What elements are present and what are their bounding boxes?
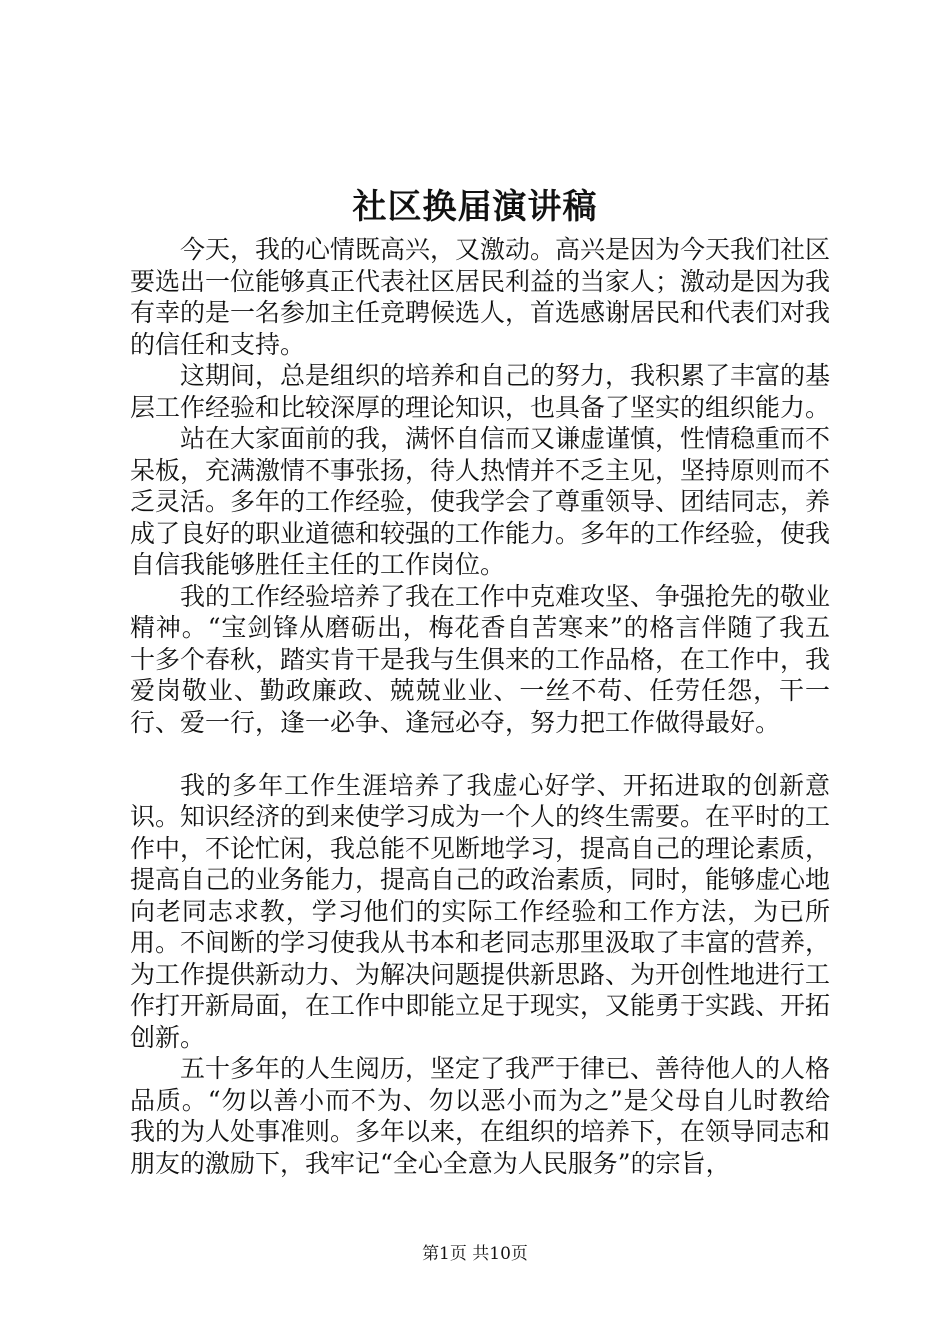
paragraph-work-spirit: 我的工作经验培养了我在工作中克难攻坚、争强抢先的敬业精神。“宝剑锋从磨砺出，梅花香自苦寒来”的格言伴随了我五十多个春秋，踏实肯干是我与生俱来的工作品格，在工作中，我爱岗敬业、勤政廉政、兢兢业业、一丝不苟、任劳任怨，干一行、爱一行，逢一必争、逢冠必夺，努力把工作做得最好。 — [130, 581, 831, 737]
paragraph-learning: 我的多年工作生涯培养了我虚心好学、开拓进取的创新意识。知识经济的到来使学习成为一个人的终生需要。在平时的工作中，不论忙闲，我总能不见断地学习，提高自己的理论素质，提高自己的业务能力，提高自己的政治素质，同时，能够虚心地向老同志求教，学习他们的实际工作经验和工作方法，为已所用。不间断的学习使我从书本和老同志那里汲取了丰富的营养，为工作提供新动力、为解决问题提供新思路、为开创性地进行工作打开新局面，在工作中即能立足于现实，又能勇于实践、开拓创新。 — [130, 770, 831, 1052]
page-footer: 第1页 共10页 — [422, 1244, 528, 1264]
document-title: 社区换届演讲稿 — [352, 187, 598, 227]
paragraph-opening: 今天，我的心情既高兴，又激动。高兴是因为今天我们社区要选出一位能够真正代表社区居民利益的当家人；激动是因为我有幸的是一名参加主任竞聘候选人，首选感谢居民和代表们对我的信任和支持。 — [130, 235, 831, 359]
paragraph-life-experience: 五十多年的人生阅历，坚定了我严于律已、善待他人的人格品质。“勿以善小而不为、勿以恶小而为之”是父母自儿时教给我的为人处事准则。多年以来，在组织的培养下，在领导同志和朋友的激励下，我牢记“全心全意为人民服务”的宗旨， — [130, 1054, 831, 1178]
paragraph-character: 站在大家面前的我，满怀自信而又谦虚谨慎，性情稳重而不呆板，充满激情不事张扬，待人热情并不乏主见，坚持原则而不乏灵活。多年的工作经验，使我学会了尊重领导、团结同志，养成了良好的职业道德和较强的工作能力。多年的工作经验，使我自信我能够胜任主任的工作岗位。 — [130, 424, 831, 579]
document-body — [130, 234, 830, 1179]
paragraph-experience: 这期间，总是组织的培养和自己的努力，我积累了丰富的基层工作经验和比较深厚的理论知识，也具备了坚实的组织能力。 — [130, 361, 831, 422]
